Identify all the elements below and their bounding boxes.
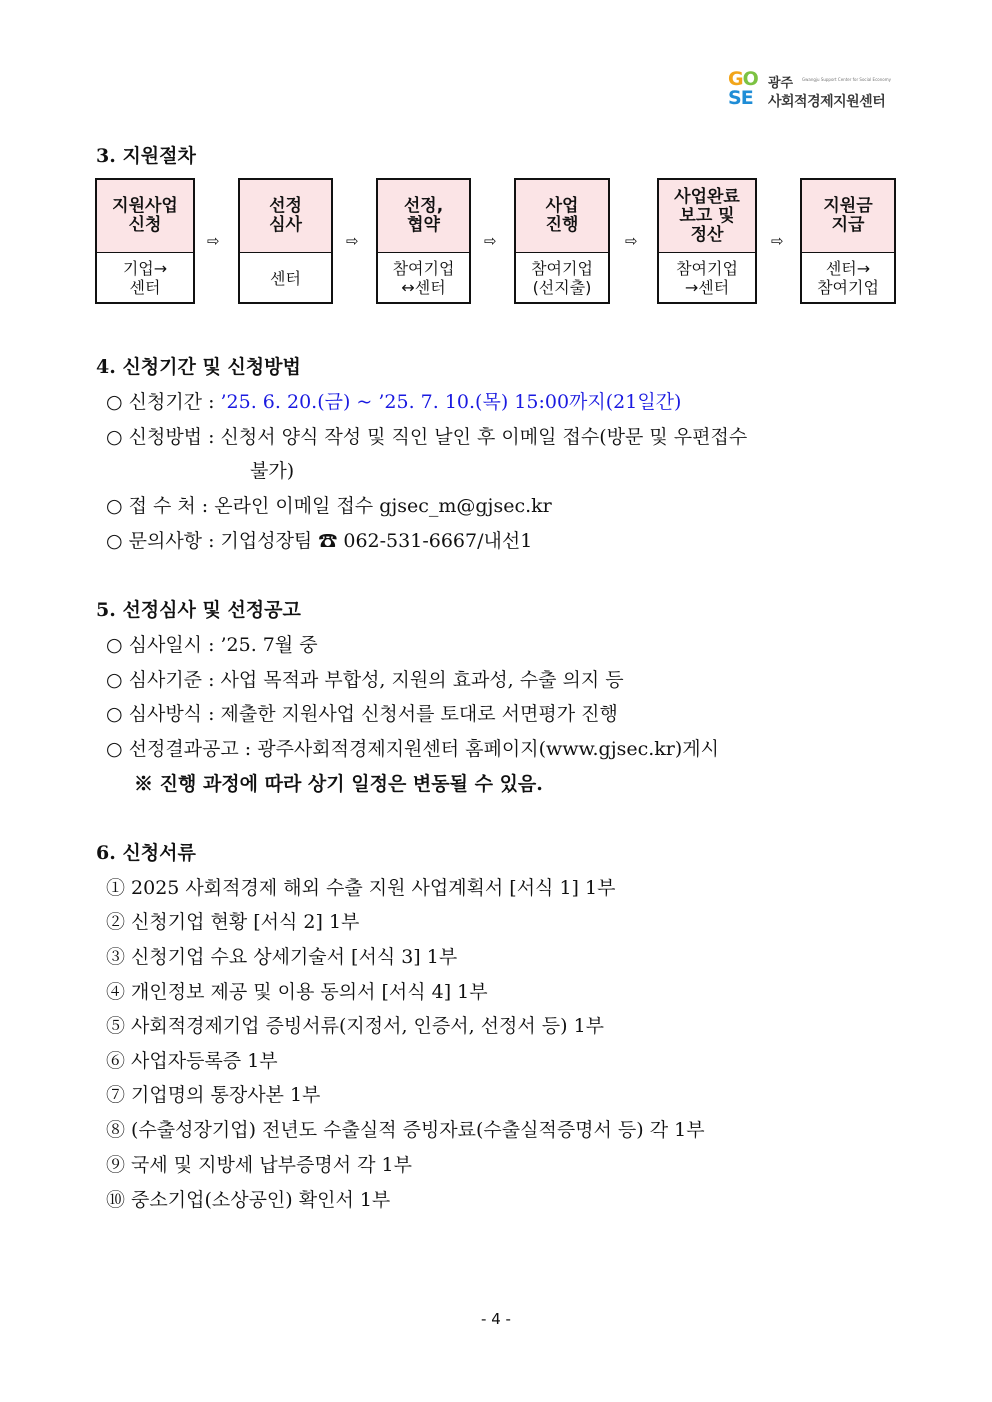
document-item: ⑦ 기업명의 통장사본 1부 xyxy=(106,1084,321,1106)
review-item: ○ 심사방식 : 제출한 지원사업 신청서를 토대로 서면평가 진행 xyxy=(106,703,618,725)
step-arrow-1: ⇨ xyxy=(207,232,220,250)
section-5-title: 5. 선정심사 및 선정공고 xyxy=(96,599,301,621)
document-item: ⑩ 중소기업(소상공인) 확인서 1부 xyxy=(106,1189,391,1211)
application-method-cont: 불가) xyxy=(250,460,295,482)
review-item: ○ 심사일시 : ’25. 7월 중 xyxy=(106,634,318,656)
step-4-actor: 참여기업 (선지출) xyxy=(531,259,593,297)
step-5-actor: 참여기업 →센터 xyxy=(676,259,738,297)
step-6-actor: 센터→ 참여기업 xyxy=(817,259,879,297)
section-6-title: 6. 신청서류 xyxy=(96,842,196,864)
step-2-actor: 센터 xyxy=(270,268,301,288)
center-logo xyxy=(728,70,900,110)
document-item: ④ 개인정보 제공 및 이용 동의서 [서식 4] 1부 xyxy=(106,981,488,1003)
logo-city-name: 광주 xyxy=(768,76,794,91)
step-3-title: 선정, 협약 xyxy=(378,180,469,253)
step-arrow-2: ⇨ xyxy=(346,232,359,250)
schedule-change-note: ※ 진행 과정에 따라 상기 일정은 변동될 수 있음. xyxy=(134,773,543,795)
document-item: ⑥ 사업자등록증 1부 xyxy=(106,1050,278,1072)
step-box-6 xyxy=(800,178,896,304)
step-box-2 xyxy=(238,178,333,304)
document-item: ① 2025 사회적경제 해외 수출 지원 사업계획서 [서식 1] 1부 xyxy=(106,877,616,899)
document-item: ⑤ 사회적경제기업 증빙서류(지정서, 인증서, 선정서 등) 1부 xyxy=(106,1015,605,1037)
step-4-title: 사업 진행 xyxy=(516,180,608,253)
step-1-title: 지원사업 신청 xyxy=(97,180,193,253)
step-box-5 xyxy=(657,178,757,304)
step-2-title: 선정 심사 xyxy=(240,180,331,253)
step-1-actor: 기업→ 센터 xyxy=(122,259,168,297)
step-box-3 xyxy=(376,178,471,304)
step-arrow-3: ⇨ xyxy=(484,232,497,250)
step-arrow-4: ⇨ xyxy=(625,232,638,250)
step-arrow-5: ⇨ xyxy=(771,232,784,250)
step-6-title: 지원금 지급 xyxy=(802,180,894,253)
section-4-title: 4. 신청기간 및 신청방법 xyxy=(96,356,301,378)
review-item: ○ 선정결과공고 : 광주사회적경제지원센터 홈페이지(www.gjsec.kr)게시 xyxy=(106,738,720,760)
application-method: ○ 신청방법 : 신청서 양식 작성 및 직인 날인 후 이메일 접수(방문 및 우편접수 xyxy=(106,426,748,448)
step-5-title: 사업완료 보고 및 정산 xyxy=(659,180,755,253)
application-period-value: ’25. 6. 20.(금) ~ ’25. 7. 10.(목) 15:00까지(21일간) xyxy=(220,391,682,413)
logo-english-name: Gwangju Support Center for Social Economy xyxy=(802,77,891,82)
step-box-4 xyxy=(514,178,610,304)
review-item: ○ 심사기준 : 사업 목적과 부합성, 지원의 효과성, 수출 의지 등 xyxy=(106,669,624,691)
logo-go-mark: GO xyxy=(728,68,758,90)
step-box-1 xyxy=(95,178,195,304)
document-item: ② 신청기업 현황 [서식 2] 1부 xyxy=(106,911,360,933)
section-3-title: 3. 지원절차 xyxy=(96,145,196,167)
document-item: ③ 신청기업 수요 상세기술서 [서식 3] 1부 xyxy=(106,946,458,968)
receipt-location: ○ 접 수 처 : 온라인 이메일 접수 gjsec_m@gjsec.kr xyxy=(106,495,552,517)
document-item: ⑨ 국세 및 지방세 납부증명서 각 1부 xyxy=(106,1154,412,1176)
logo-center-name: 사회적경제지원센터 xyxy=(768,94,886,110)
document-item: ⑧ (수출성장기업) 전년도 수출실적 증빙자료(수출실적증명서 등) 각 1부 xyxy=(106,1119,705,1141)
logo-se-mark: SE xyxy=(728,87,753,109)
page-number: - 4 - xyxy=(481,1310,511,1328)
application-period-label: ○ 신청기간 : xyxy=(106,391,221,413)
application-period xyxy=(106,387,681,414)
step-3-actor: 참여기업 ↔센터 xyxy=(392,259,455,297)
inquiry-contact: ○ 문의사항 : 기업성장팀 ☎ 062-531-6667/내선1 xyxy=(106,530,533,552)
